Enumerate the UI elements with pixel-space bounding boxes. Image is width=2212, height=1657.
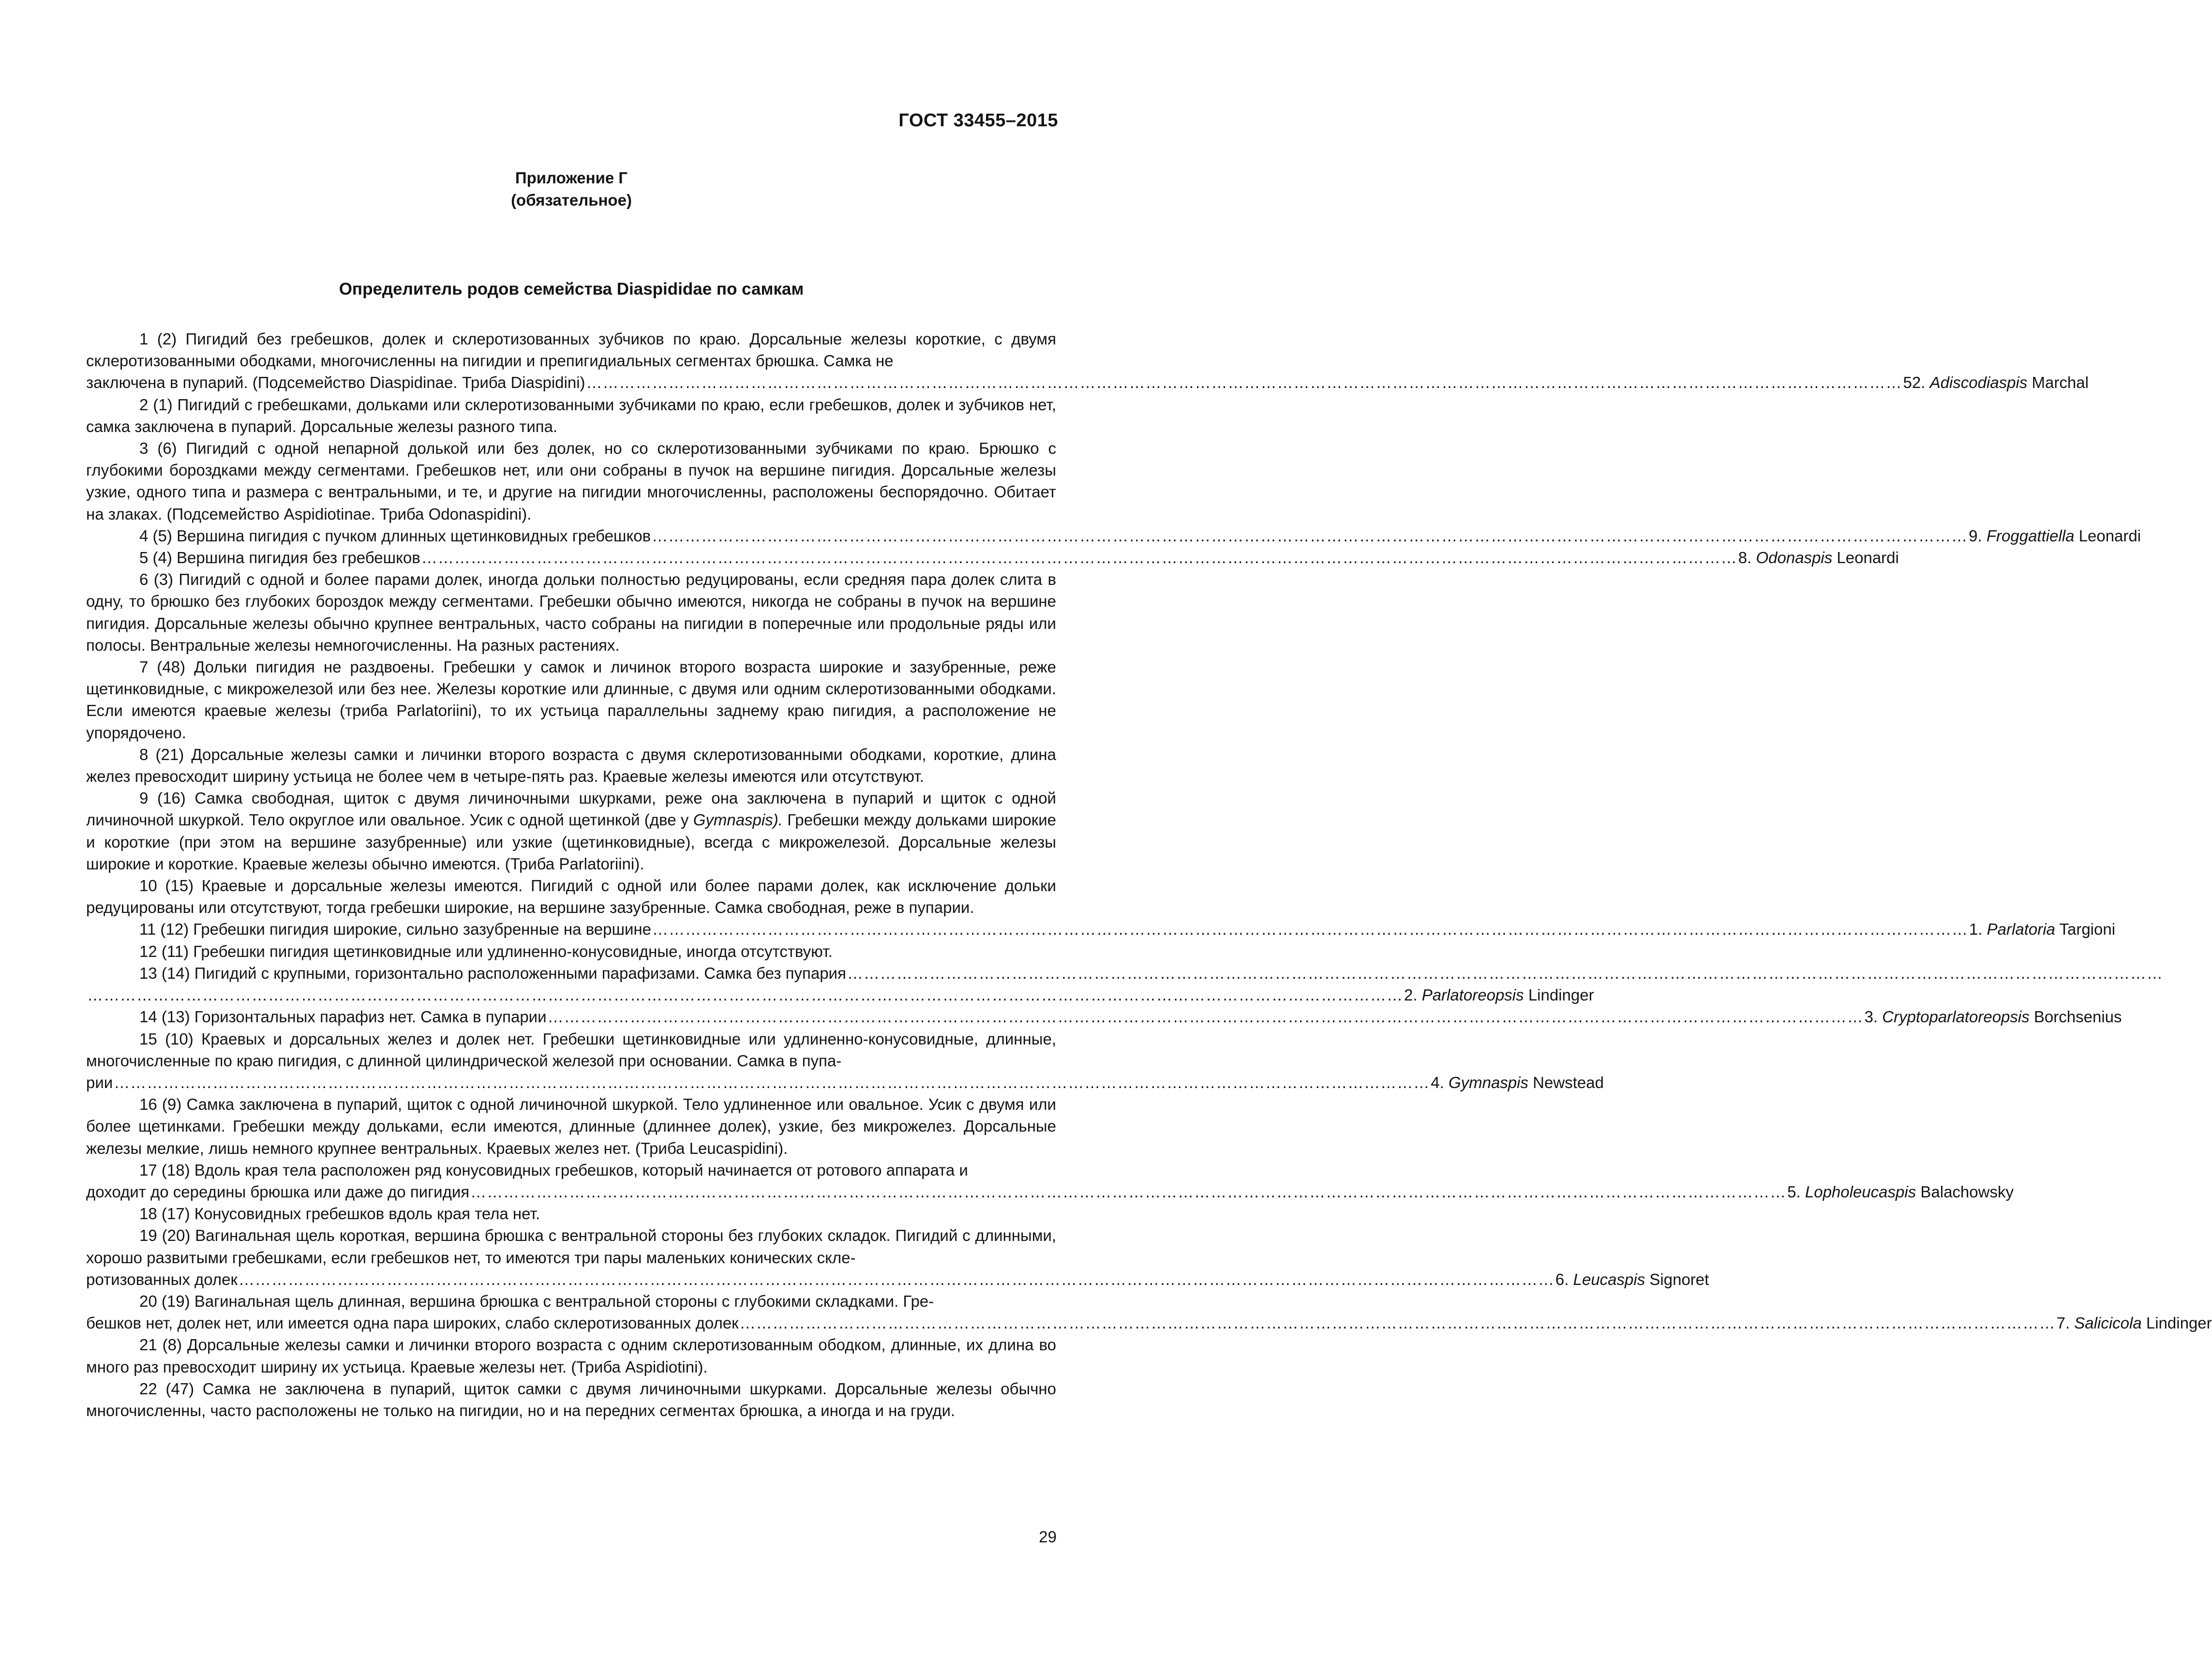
- key-entry-9: 9 (16) Самка свободная, щиток с двумя личиночными шкурками, реже она заключена в пупарий и щиток с одной личиночной шкуркой. Тело округлое или овальное. Усик с одной щетинкой (две у Gymnaspis). Гребешки между дольками широкие и короткие (при этом на вершине зазубренные) или узкие (щетинковидные), всегда с микрожелезой. Дорсальные железы широкие и короткие. Краевые железы обычно имеются. (Триба Parlatoriini).: [86, 789, 1057, 873]
- key-entry-21: 21 (8) Дорсальные железы самки и личинки второго возраста с одним склеротизованным ободком, длинные, их длина во много раз превосходит ширину их устьица. Краевые железы нет. (Триба Aspidiotini).: [86, 1336, 1056, 1376]
- leader-dots: ……………………………………………………………………………………………………………………………………………………………………………………………………………………: [847, 964, 2163, 982]
- key-entry-10: 10 (15) Краевые и дорсальные железы имеются. Пигидий с одной или более парами долек, как исключение дольки редуцированы или отсутствуют, тогда гребешки широкие, на вершине зазубренные. Самка свободная, реже в пупарии.: [86, 877, 1056, 917]
- key-entry-6: 6 (3) Пигидий с одной и более парами долек, иногда дольки полностью редуцированы, если средняя пара долек слита в одну, то брюшко без глубоких бороздок между сегментами. Гребешки обычно имеются, никогда не собраны в пучок на вершине пигидия. Дорсальные железы обычно крупнее вентральных, часто собраны на пигидии в поперечные или продольные ряды или полосы. Вентральные железы немногочисленны. На разных растениях.: [86, 570, 1056, 654]
- leader-dots: ……………………………………………………………………………………………………………………………………………………………………………………………………………………: [114, 1073, 1430, 1091]
- key-entry-8: 8 (21) Дорсальные железы самки и личинки второго возраста с двумя склеротизованными ободками, короткие, длина желез превосходит ширину устьица не более чем в четыре-пять раз. Краевые железы имеются или отсутствуют.: [86, 745, 1056, 786]
- key-entry-13-result: …………………………………………………………………………………………………………………………………………………………………………………………………………………… 2. Parlatoreopsis Lindinger: [86, 984, 1056, 1006]
- page-number: 29: [1039, 1528, 1057, 1546]
- genus-name: Odonaspis: [1756, 549, 1833, 567]
- key-entry-15: 15 (10) Краевых и дорсальных желез и долек нет. Гребешки щетинковидные или удлиненно-конусовидные, длинные, многочисленные по краю пигидия, с длинной цилиндрической железой при основании. Самка в пупа-: [86, 1030, 1056, 1070]
- key-entry-22: 22 (47) Самка не заключена в пупарий, щиток самки с двумя личиночными шкурками. Дорсальные железы обычно многочисленны, часто расположены не только на пигидии, но и на передних сегментах брюшка, а иногда и на груди.: [86, 1379, 1056, 1419]
- genus-name: Cryptoparlatoreopsis: [1882, 1008, 2030, 1026]
- key-entry-13: 13 (14) Пигидий с крупными, горизонтально расположенными парафизами. Самка без пупария ……………………………………………………………………………………………………………………………………………………………………………………………………………………: [86, 962, 1056, 984]
- appendix-status: (обязательное): [511, 191, 632, 209]
- genus-name: Salicicola: [2074, 1314, 2142, 1332]
- key-entry-3: 3 (6) Пигидий с одной непарной долькой или без долек, но со склеротизованными зубчиками по краю. Брюшко с глубокими бороздками между сегментами. Гребешков нет, или они собраны в пучок на вершине пигидия. Дорсальные железы узкие, одного типа и размера с вентральными, и те, и другие на пигидии многочисленны, расположены беспорядочно. Обитает на злаках. (Подсемейство Aspidiotinae. Триба Odonaspidini).: [86, 439, 1056, 523]
- key-entry-17-result: доходит до середины брюшка или даже до пигидия …………………………………………………………………………………………………………………………………………………………………………………………………………………… 5. Lopholeucaspis Balachowsky: [86, 1181, 1056, 1203]
- key-entry-11: 11 (12) Гребешки пигидия широкие, сильно зазубренные на вершине …………………………………………………………………………………………………………………………………………………………………………………………………………………… 1. Parlatoria Targioni: [86, 918, 1056, 940]
- key-entry-4: 4 (5) Вершина пигидия с пучком длинных щетинковидных гребешков …………………………………………………………………………………………………………………………………………………………………………………………………………………… 9. Froggattiella Leonardi: [86, 525, 1056, 547]
- leader-dots: ……………………………………………………………………………………………………………………………………………………………………………………………………………………: [652, 920, 1968, 939]
- key-entry-5: 5 (4) Вершина пигидия без гребешков …………………………………………………………………………………………………………………………………………………………………………………………………………………… 8. Odonaspis Leonardi: [86, 547, 1056, 568]
- appendix-title: Приложение Г: [515, 169, 628, 187]
- standard-code: ГОСТ 33455–2015: [898, 110, 1058, 131]
- key-entry-18: 18 (17) Конусовидных гребешков вдоль края тела нет.: [139, 1205, 540, 1223]
- genus-name: Gymnaspis: [1448, 1073, 1528, 1091]
- leader-dots: ……………………………………………………………………………………………………………………………………………………………………………………………………………………: [87, 986, 1403, 1004]
- leader-dots: ……………………………………………………………………………………………………………………………………………………………………………………………………………………: [238, 1270, 1554, 1288]
- key-entry-7: 7 (48) Дольки пигидия не раздвоены. Гребешки у самок и личинок второго возраста широкие и зазубренные, реже щетинковидные, с микрожелезой или без нее. Железы короткие или длинные, с двумя или одним склеротизованными ободками. Если имеются краевые железы (триба Parlatoriini), то их устьица параллельны заднему краю пигидия, а расположение не упорядочено.: [86, 658, 1056, 742]
- key-entry-20-result: бешков нет, долек нет, или имеется одна пара широких, слабо склеротизованных долек …………………………………………………………………………………………………………………………………………………………………………………………………………………… 7. Salicicola Lindinger: [86, 1312, 1056, 1334]
- key-entry-1: 1 (2) Пигидий без гребешков, долек и склеротизованных зубчиков по краю. Дорсальные железы короткие, с двумя склеротизованными ободками, многочисленны на пигидии и препигидиальных сегментах брюшка. Самка не: [86, 330, 1056, 370]
- key-entry-17: 17 (18) Вдоль края тела расположен ряд конусовидных гребешков, который начинается от ротового аппарата и: [139, 1161, 968, 1179]
- key-entry-12: 12 (11) Гребешки пигидия щетинковидные или удлиненно-конусовидные, иногда отсутствуют.: [139, 942, 833, 960]
- genus-name: Parlatoreopsis: [1421, 986, 1524, 1004]
- leader-dots: ……………………………………………………………………………………………………………………………………………………………………………………………………………………: [586, 373, 1902, 392]
- key-entry-14: 14 (13) Горизонтальных парафиз нет. Самка в пупарии …………………………………………………………………………………………………………………………………………………………………………………………………………………… 3. Cryptoparlatoreopsis Borchsenius: [86, 1006, 1056, 1028]
- genus-name: Leucaspis: [1573, 1270, 1645, 1288]
- appendix-heading: [0, 167, 1143, 211]
- document-title: Определитель родов семейства Diaspididae по самкам: [339, 280, 804, 299]
- key-entry-19-result: ротизованных долек …………………………………………………………………………………………………………………………………………………………………………………………………………………… 6. Leucaspis Signoret: [86, 1269, 1056, 1290]
- leader-dots: ……………………………………………………………………………………………………………………………………………………………………………………………………………………: [547, 1008, 1864, 1026]
- leader-dots: ……………………………………………………………………………………………………………………………………………………………………………………………………………………: [652, 526, 1968, 545]
- key-body: [86, 328, 2212, 1421]
- key-entry-16: 16 (9) Самка заключена в пупарий, щиток с одной личиночной шкуркой. Тело удлиненное или овальное. Усик с двумя или более щетинками. Гребешки между дольками, если имеются, длинные (длиннее долек), узкие, без микрожелез. Дорсальные железы мелкие, лишь немного крупнее вентральных. Краевых желез нет. (Триба Leucaspidini).: [86, 1095, 1056, 1157]
- leader-dots: ……………………………………………………………………………………………………………………………………………………………………………………………………………………: [421, 549, 1737, 567]
- key-entry-2: 2 (1) Пигидий с гребешками, дольками или склеротизованными зубчиками по краю, если гребешков, долек и зубчиков нет, самка заключена в пупарий. Дорсальные железы разного типа.: [86, 395, 1056, 435]
- leader-dots: ……………………………………………………………………………………………………………………………………………………………………………………………………………………: [470, 1182, 1787, 1201]
- key-entry-20: 20 (19) Вагинальная щель длинная, вершина брюшка с вентральной стороны с глубокими складками. Гре-: [139, 1292, 934, 1310]
- key-entry-19: 19 (20) Вагинальная щель короткая, вершина брюшка с вентральной стороны без глубоких складок. Пигидий с длинными, хорошо развитыми гребешками, если гребешков нет, то имеются три пары маленьких конических скле-: [86, 1226, 1056, 1267]
- leader-dots: ……………………………………………………………………………………………………………………………………………………………………………………………………………………: [739, 1314, 2056, 1332]
- key-entry-15-result: рии …………………………………………………………………………………………………………………………………………………………………………………………………………………… 4. Gymnaspis Newstead: [86, 1072, 1056, 1093]
- genus-name: Parlatoria: [1987, 920, 2055, 939]
- genus-name: Froggattiella: [1986, 526, 2075, 545]
- genus-name: Gymnaspis).: [693, 811, 783, 829]
- genus-name: Adiscodiaspis: [1929, 373, 2028, 392]
- genus-name: Lopholeucaspis: [1805, 1182, 1916, 1201]
- key-entry-1-result: заключена в пупарий. (Подсемейство Diaspidinae. Триба Diaspidini) …………………………………………………………………………………………………………………………………………………………………………………………………………………… 52. Adiscodiaspis Marchal: [86, 372, 1056, 393]
